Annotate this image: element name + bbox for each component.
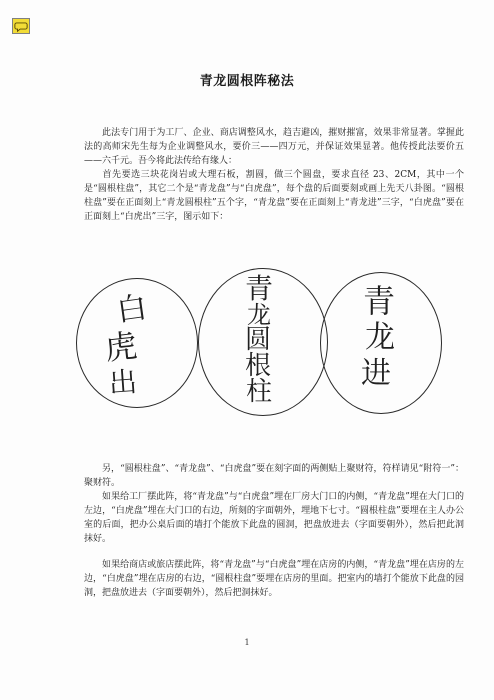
yuan-gen-char-4: 根: [245, 351, 272, 381]
yuan-gen-char-1: 青: [245, 272, 274, 305]
paragraph-preparation-text: 首先要选三块花岗岩或大理石板，割圆，做三个圆盘，要求直径 23、2CM，其中一个是“圆根柱盘”，其它二个是“青龙盘”与“白虎盘”，每个盘的后面要刻或画上先天八卦图。“圆根柱盘”要在正面刻上“青龙圆根柱”五个字，“青龙盘”要在正面刻上“青龙进”三字，“白虎盘”要在正面刻上“白虎出”三字，图示如下：: [84, 170, 464, 222]
bai-hu-disc: [76, 278, 198, 408]
bai-hu-char-3: 出: [107, 365, 139, 400]
qing-long-char-1: 青: [363, 282, 396, 320]
page-number: 1: [244, 638, 250, 647]
paragraph-factory: [84, 490, 464, 546]
qing-long-char-3: 进: [361, 356, 391, 391]
paragraph-shop-text: 如果给商店或旅店摆此阵，将“青龙盘”与“白虎盘”埋在店房的内侧，“青龙盘”埋在店房的左边，“白虎盘”埋在店房的右边，“圆根柱盘”要埋在店房的里面。把室内的墙打个能放下此盘的园洞，把盘放进去（字面要朝外），然后把洞抹好。: [84, 560, 464, 598]
bai-hu-char-1: 白: [114, 290, 150, 329]
paragraph-factory-text: 如果给工厂摆此阵，将“青龙盘”与“白虎盘”埋在厂房大门口的内侧，“青龙盘”埋在大门口的左边，“白虎盘”埋在大门口的右边，所刻的字面朝外，埋地下七寸。“圆根柱盘”要埋在主人办公室的后面，把办公桌后面的墙打个能放下此盘的圆洞，把盘放进去（字面要朝外），然后把此洞抹好。: [84, 492, 464, 544]
yuan-gen-char-3: 圆: [245, 325, 272, 355]
yuan-gen-zhu-inscription: [199, 269, 327, 415]
paragraph-intro-text: 此法专门用于为工厂、企业、商店调整风水，趋吉避凶，摧财摧富，效果非常显著。掌握此法的高师宋先生每为企业调整风水，要价三——四万元，并保证效果显著。他传授此法要价五——六千元。吾今将此法传给有缘人：: [84, 128, 464, 166]
speech-bubble-icon: [13, 19, 29, 33]
bai-hu-inscription: [77, 279, 197, 407]
document-title: 青龙圆根阵秘法: [199, 74, 295, 89]
paragraph-talisman-text: 另，“圆根柱盘”、“青龙盘”、“白虎盘”要在刻字面的两侧贴上聚财符，符样请见“附符一”：聚财符。: [84, 464, 464, 488]
paragraph-talisman: [84, 462, 464, 490]
paragraph-shop: [84, 558, 464, 600]
bai-hu-char-2: 虎: [103, 326, 139, 368]
yuan-gen-char-5: 柱: [246, 377, 273, 407]
qing-long-disc: [320, 272, 442, 414]
comment-note-icon[interactable]: [12, 18, 30, 34]
qing-long-inscription: [321, 273, 441, 413]
paragraph-intro: [84, 126, 464, 168]
yuan-gen-zhu-disc: [198, 268, 328, 416]
paragraph-preparation: [84, 168, 464, 224]
disc-illustration: [0, 266, 494, 420]
yuan-gen-char-2: 龙: [247, 301, 271, 329]
qing-long-char-2: 龙: [365, 320, 395, 355]
